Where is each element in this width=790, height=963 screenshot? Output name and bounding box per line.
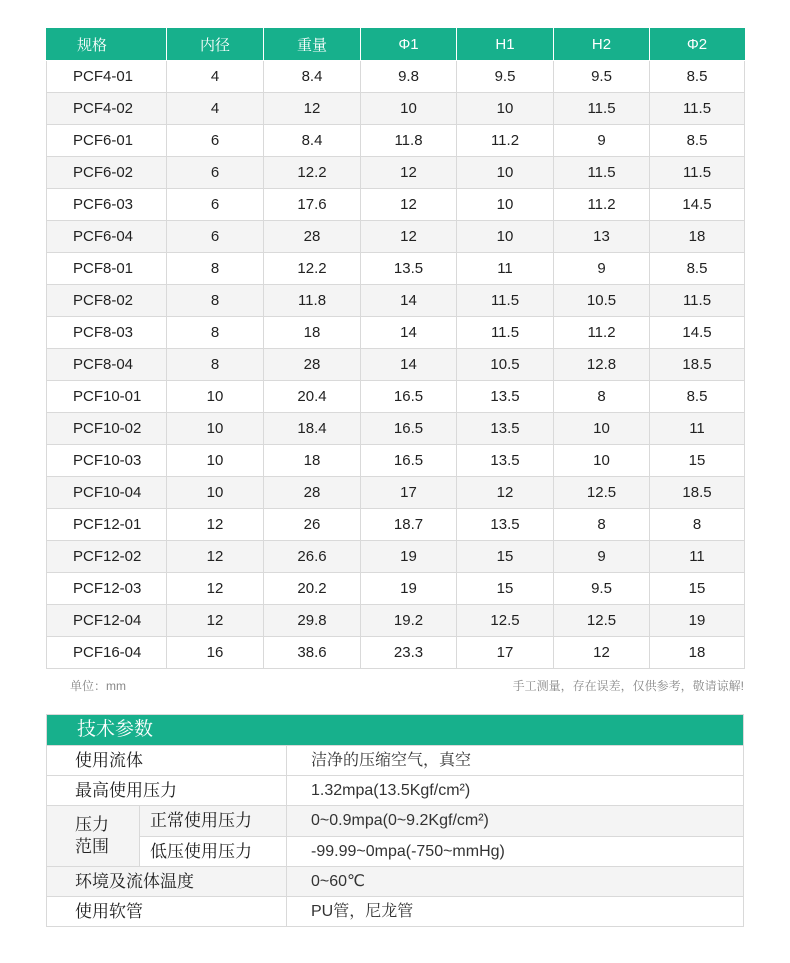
table-cell: 9.5 bbox=[457, 61, 554, 93]
table-cell: 29.8 bbox=[264, 605, 361, 637]
table-cell: 14 bbox=[361, 349, 457, 381]
table-cell: 11.2 bbox=[554, 189, 650, 221]
model-cell: PCF10-01 bbox=[47, 381, 167, 413]
tech-row-pressure-range bbox=[47, 805, 743, 866]
table-row bbox=[47, 189, 745, 221]
model-cell: PCF8-01 bbox=[47, 253, 167, 285]
table-cell: 17 bbox=[457, 637, 554, 669]
table-cell: 9.8 bbox=[361, 61, 457, 93]
tech-row-temperature bbox=[47, 866, 743, 896]
table-cell: 13.5 bbox=[457, 445, 554, 477]
table-cell: 10 bbox=[457, 221, 554, 253]
table-cell: 12.8 bbox=[554, 349, 650, 381]
table-cell: 11.8 bbox=[264, 285, 361, 317]
table-cell: 10 bbox=[554, 413, 650, 445]
table-cell: 11.5 bbox=[650, 93, 745, 125]
table-cell: 11.8 bbox=[361, 125, 457, 157]
column-header: 重量 bbox=[264, 29, 361, 61]
table-cell: 14.5 bbox=[650, 189, 745, 221]
table-cell: 13 bbox=[554, 221, 650, 253]
table-cell: 10 bbox=[554, 445, 650, 477]
table-cell: 9.5 bbox=[554, 61, 650, 93]
table-cell: 6 bbox=[167, 189, 264, 221]
table-cell: 8 bbox=[167, 349, 264, 381]
table-cell: 10 bbox=[361, 93, 457, 125]
table-cell: 18.7 bbox=[361, 509, 457, 541]
table-cell: 13.5 bbox=[361, 253, 457, 285]
table-cell: 11.5 bbox=[554, 93, 650, 125]
table-cell: 18 bbox=[264, 445, 361, 477]
medium-label: 使用流体 bbox=[47, 746, 287, 775]
table-cell: 4 bbox=[167, 61, 264, 93]
table-cell: 9 bbox=[554, 253, 650, 285]
model-cell: PCF6-03 bbox=[47, 189, 167, 221]
tube-value: PU管，尼龙管 bbox=[287, 897, 743, 926]
table-cell: 8.5 bbox=[650, 381, 745, 413]
table-cell: 11.2 bbox=[554, 317, 650, 349]
table-row bbox=[47, 157, 745, 189]
table-cell: 12.5 bbox=[457, 605, 554, 637]
table-row bbox=[47, 477, 745, 509]
table-cell: 6 bbox=[167, 221, 264, 253]
table-cell: 10.5 bbox=[554, 285, 650, 317]
table-cell: 26.6 bbox=[264, 541, 361, 573]
table-cell: 12 bbox=[554, 637, 650, 669]
table-cell: 10.5 bbox=[457, 349, 554, 381]
table-cell: 16.5 bbox=[361, 381, 457, 413]
temperature-value: 0~60℃ bbox=[287, 867, 743, 896]
table-cell: 16.5 bbox=[361, 445, 457, 477]
table-cell: 20.4 bbox=[264, 381, 361, 413]
table-cell: 8.4 bbox=[264, 125, 361, 157]
model-cell: PCF8-02 bbox=[47, 285, 167, 317]
normal-pressure-label: 正常使用压力 bbox=[140, 806, 287, 836]
table-cell: 19.2 bbox=[361, 605, 457, 637]
table-cell: 11 bbox=[650, 413, 745, 445]
table-cell: 10 bbox=[167, 445, 264, 477]
model-cell: PCF6-01 bbox=[47, 125, 167, 157]
table-cell: 13.5 bbox=[457, 413, 554, 445]
table-cell: 6 bbox=[167, 157, 264, 189]
table-cell: 8 bbox=[650, 509, 745, 541]
table-cell: 20.2 bbox=[264, 573, 361, 605]
table-cell: 10 bbox=[167, 477, 264, 509]
table-cell: 8.5 bbox=[650, 61, 745, 93]
pressure-range-label-line2: 范围 bbox=[75, 837, 109, 856]
table-cell: 28 bbox=[264, 349, 361, 381]
table-cell: 16.5 bbox=[361, 413, 457, 445]
model-cell: PCF12-03 bbox=[47, 573, 167, 605]
table-cell: 13.5 bbox=[457, 509, 554, 541]
table-row bbox=[47, 125, 745, 157]
table-cell: 11.5 bbox=[457, 285, 554, 317]
pressure-range-subrows bbox=[140, 806, 743, 866]
table-cell: 8 bbox=[554, 381, 650, 413]
table-cell: 8.5 bbox=[650, 253, 745, 285]
table-cell: 12 bbox=[167, 573, 264, 605]
table-cell: 15 bbox=[457, 541, 554, 573]
table-cell: 14 bbox=[361, 285, 457, 317]
table-cell: 11.5 bbox=[554, 157, 650, 189]
table-cell: 19 bbox=[361, 573, 457, 605]
table-cell: 12.2 bbox=[264, 253, 361, 285]
table-row bbox=[47, 573, 745, 605]
model-cell: PCF8-03 bbox=[47, 317, 167, 349]
model-cell: PCF6-02 bbox=[47, 157, 167, 189]
model-cell: PCF12-04 bbox=[47, 605, 167, 637]
table-cell: 11.2 bbox=[457, 125, 554, 157]
table-cell: 8.4 bbox=[264, 61, 361, 93]
normal-pressure-row bbox=[140, 806, 743, 836]
table-row bbox=[47, 509, 745, 541]
table-row bbox=[47, 381, 745, 413]
model-cell: PCF4-01 bbox=[47, 61, 167, 93]
max-pressure-value: 1.32mpa(13.5Kgf/cm²) bbox=[287, 776, 743, 805]
normal-pressure-value: 0~0.9mpa(0~9.2Kgf/cm²) bbox=[287, 806, 743, 836]
low-pressure-label: 低压使用压力 bbox=[140, 837, 287, 866]
table-cell: 11 bbox=[457, 253, 554, 285]
table-cell: 18.5 bbox=[650, 477, 745, 509]
table-row bbox=[47, 221, 745, 253]
table-cell: 18 bbox=[650, 637, 745, 669]
table-row bbox=[47, 349, 745, 381]
temperature-label: 环境及流体温度 bbox=[47, 867, 287, 896]
spec-table-body bbox=[47, 61, 745, 669]
table-cell: 11.5 bbox=[650, 285, 745, 317]
table-cell: 18 bbox=[650, 221, 745, 253]
table-cell: 4 bbox=[167, 93, 264, 125]
table-cell: 19 bbox=[361, 541, 457, 573]
table-cell: 8 bbox=[167, 285, 264, 317]
table-cell: 12.5 bbox=[554, 605, 650, 637]
table-cell: 10 bbox=[167, 413, 264, 445]
unit-note: 单位：mm bbox=[70, 679, 126, 693]
column-header: Φ1 bbox=[361, 29, 457, 61]
model-cell: PCF10-02 bbox=[47, 413, 167, 445]
tech-row-max-pressure bbox=[47, 775, 743, 805]
table-cell: 12 bbox=[361, 157, 457, 189]
column-header: H1 bbox=[457, 29, 554, 61]
pressure-range-label-line1: 压力 bbox=[75, 815, 109, 834]
table-row bbox=[47, 61, 745, 93]
table-row bbox=[47, 541, 745, 573]
table-cell: 28 bbox=[264, 221, 361, 253]
table-cell: 10 bbox=[457, 189, 554, 221]
column-header: 规格 bbox=[47, 29, 167, 61]
table-cell: 15 bbox=[457, 573, 554, 605]
table-cell: 11 bbox=[650, 541, 745, 573]
table-cell: 12.5 bbox=[554, 477, 650, 509]
pressure-range-label bbox=[47, 806, 140, 866]
low-pressure-value: -99.99~0mpa(-750~mmHg) bbox=[287, 837, 743, 866]
table-row bbox=[47, 605, 745, 637]
table-row bbox=[47, 285, 745, 317]
table-cell: 18.5 bbox=[650, 349, 745, 381]
table-cell: 16 bbox=[167, 637, 264, 669]
table-cell: 23.3 bbox=[361, 637, 457, 669]
table-row bbox=[47, 317, 745, 349]
table-cell: 12 bbox=[457, 477, 554, 509]
column-header: Φ2 bbox=[650, 29, 745, 61]
model-cell: PCF16-04 bbox=[47, 637, 167, 669]
column-header: H2 bbox=[554, 29, 650, 61]
tech-params-panel bbox=[46, 714, 744, 927]
model-cell: PCF8-04 bbox=[47, 349, 167, 381]
table-cell: 8 bbox=[167, 253, 264, 285]
table-cell: 8.5 bbox=[650, 125, 745, 157]
tech-row-tube bbox=[47, 896, 743, 926]
model-cell: PCF10-04 bbox=[47, 477, 167, 509]
model-cell: PCF12-02 bbox=[47, 541, 167, 573]
model-cell: PCF10-03 bbox=[47, 445, 167, 477]
low-pressure-row bbox=[140, 836, 743, 866]
table-cell: 15 bbox=[650, 445, 745, 477]
table-cell: 11.5 bbox=[457, 317, 554, 349]
table-cell: 12.2 bbox=[264, 157, 361, 189]
table-row bbox=[47, 93, 745, 125]
column-header: 内径 bbox=[167, 29, 264, 61]
tech-row-medium bbox=[47, 745, 743, 775]
medium-value: 洁净的压缩空气，真空 bbox=[311, 752, 472, 769]
model-cell: PCF4-02 bbox=[47, 93, 167, 125]
table-cell: 12 bbox=[167, 541, 264, 573]
table-cell: 10 bbox=[457, 93, 554, 125]
table-cell: 12 bbox=[167, 509, 264, 541]
table-cell: 18 bbox=[264, 317, 361, 349]
table-cell: 17 bbox=[361, 477, 457, 509]
disclaimer-note: 手工测量，存在误差，仅供参考，敬请谅解! bbox=[512, 679, 744, 693]
table-cell: 9.5 bbox=[554, 573, 650, 605]
table-cell: 9 bbox=[554, 125, 650, 157]
table-cell: 6 bbox=[167, 125, 264, 157]
max-pressure-label: 最高使用压力 bbox=[47, 776, 287, 805]
table-row bbox=[47, 445, 745, 477]
table-cell: 12 bbox=[361, 189, 457, 221]
table-cell: 15 bbox=[650, 573, 745, 605]
tube-label: 使用软管 bbox=[47, 897, 287, 926]
table-cell: 17.6 bbox=[264, 189, 361, 221]
spec-table-header bbox=[47, 29, 745, 61]
table-cell: 12 bbox=[361, 221, 457, 253]
table-cell: 11.5 bbox=[650, 157, 745, 189]
table-cell: 14.5 bbox=[650, 317, 745, 349]
model-cell: PCF6-04 bbox=[47, 221, 167, 253]
table-cell: 12 bbox=[264, 93, 361, 125]
table-row bbox=[47, 253, 745, 285]
table-cell: 26 bbox=[264, 509, 361, 541]
table-row bbox=[47, 413, 745, 445]
spec-table bbox=[46, 28, 745, 669]
table-cell: 18.4 bbox=[264, 413, 361, 445]
table-cell: 14 bbox=[361, 317, 457, 349]
model-cell: PCF12-01 bbox=[47, 509, 167, 541]
table-cell: 8 bbox=[554, 509, 650, 541]
table-cell: 12 bbox=[167, 605, 264, 637]
table-cell: 38.6 bbox=[264, 637, 361, 669]
table-cell: 13.5 bbox=[457, 381, 554, 413]
table-cell: 19 bbox=[650, 605, 745, 637]
tech-params-title: 技术参数 bbox=[47, 715, 743, 745]
table-row bbox=[47, 637, 745, 669]
table-cell: 10 bbox=[457, 157, 554, 189]
table-cell: 9 bbox=[554, 541, 650, 573]
table-cell: 10 bbox=[167, 381, 264, 413]
table-cell: 28 bbox=[264, 477, 361, 509]
table-cell: 8 bbox=[167, 317, 264, 349]
